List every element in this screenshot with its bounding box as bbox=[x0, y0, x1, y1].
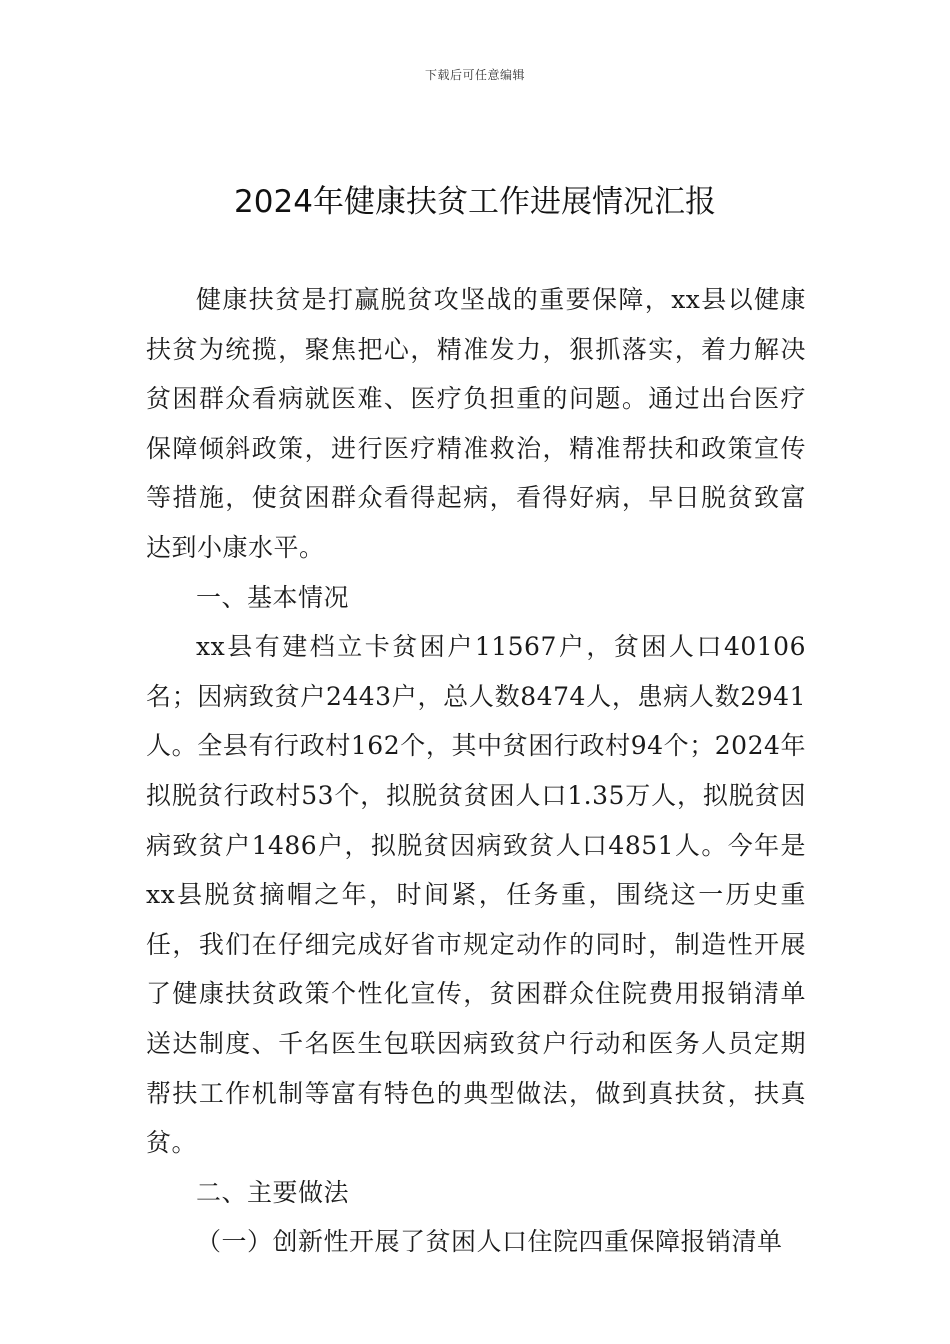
document-title: 2024年健康扶贫工作进展情况汇报 bbox=[234, 184, 716, 220]
paragraph-intro: 健康扶贫是打赢脱贫攻坚战的重要保障，xx县以健康扶贫为统揽，聚焦把心，精准发力，狠抓落实，着力解决贫困群众看病就医难、医疗负担重的问题。通过出台医疗保障倾斜政策，进行医疗精准救治，精准帮扶和政策宣传等措施，使贫困群众看得起病，看得好病，早日脱贫致富达到小康水平。 bbox=[146, 285, 806, 562]
section-heading-practices: 二、主要做法 bbox=[196, 1177, 350, 1207]
paragraph-basic-situation: xx县有建档立卡贫困户11567户，贫困人口40106名；因病致贫户2443户，总人数8474人，患病人数2941人。全县有行政村162个，其中贫困行政村94个；2024年拟脱贫行政村53个，拟脱贫贫困人口1.35万人，拟脱贫因病致贫户1486户，拟脱贫因病致贫人口4851人。今年是xx县脱贫摘帽之年，时间紧，任务重，围绕这一历史重任，我们在仔细完成好省市规定动作的同时，制造性开展了健康扶贫政策个性化宣传，贫困群众住院费用报销清单送达制度、千名医生包联因病致贫户行动和医务人员定期帮扶工作机制等富有特色的典型做法，做到真扶贫，扶真贫。 bbox=[146, 632, 806, 1158]
document-body bbox=[146, 275, 806, 1267]
section-heading-basic: 一、基本情况 bbox=[196, 582, 350, 612]
header-note: 下载后可任意编辑 bbox=[424, 68, 525, 82]
subsection-heading-one: （一）创新性开展了贫困人口住院四重保障报销清单 bbox=[196, 1227, 783, 1257]
